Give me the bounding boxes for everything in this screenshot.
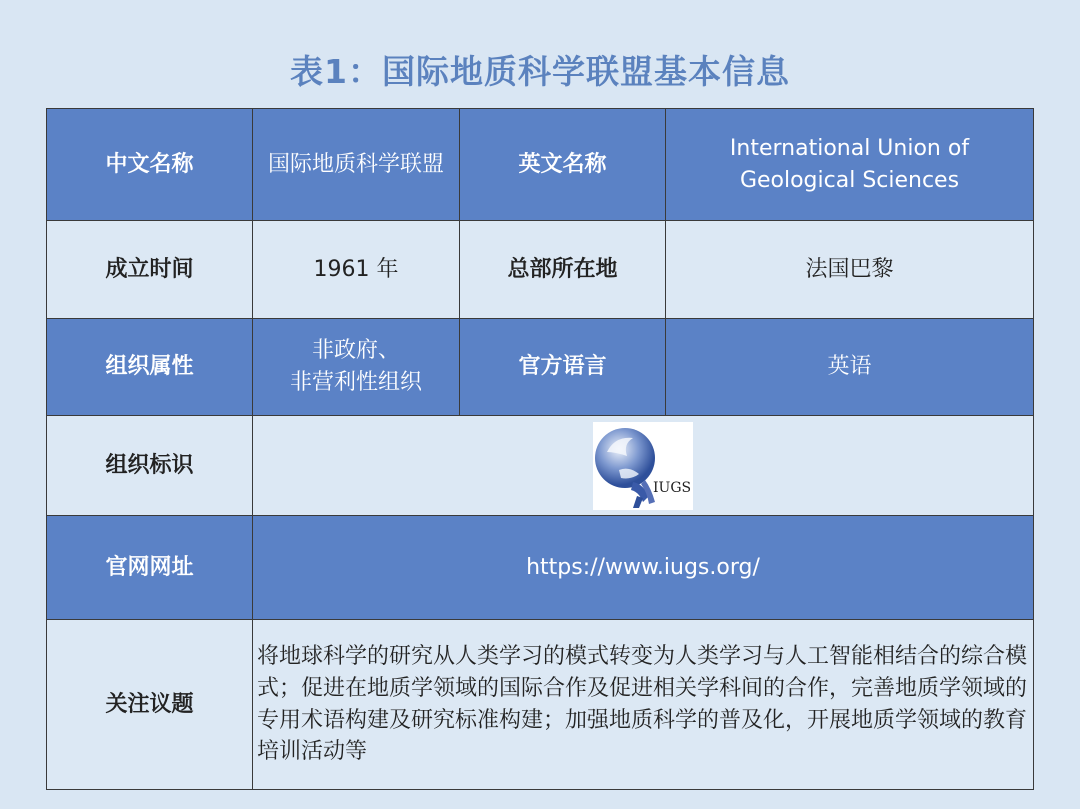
value-founded: 1961 年 [253,221,460,319]
label-headquarters: 总部所在地 [460,221,666,319]
value-organization-type-line2: 非营利性组织 [289,370,422,395]
row-focus-topics [47,620,1034,790]
page-title: 表1：国际地质科学联盟基本信息 [290,52,790,91]
logo-text: IUGS [653,479,692,496]
row-website [47,516,1034,620]
label-logo: 组织标识 [47,416,253,516]
row-logo [47,416,1034,516]
row-chinese-name [47,109,1034,221]
label-organization-type: 组织属性 [47,319,253,416]
value-focus-topics: 将地球科学的研究从人类学习的模式转变为人类学习与人工智能相结合的综合模式；促进在地质学领域的国际合作及促进相关学科间的合作，完善地质学领域的专用术语构建及研究标准构建；加强地质科学的普及化，开展地质学领域的教育培训活动等 [253,620,1034,790]
row-founded [47,221,1034,319]
row-organization-type [47,319,1034,416]
value-organization-type [253,319,460,416]
label-focus-topics: 关注议题 [47,620,253,790]
iugs-logo-icon [593,422,693,510]
value-organization-type-line1: 非政府、 [311,338,400,364]
value-official-language: 英语 [666,319,1034,416]
label-chinese-name: 中文名称 [47,109,253,221]
value-logo [253,416,1034,516]
value-chinese-name: 国际地质科学联盟 [253,109,460,221]
label-official-language: 官方语言 [460,319,666,416]
value-english-name: International Union of Geological Sciences [666,109,1034,221]
label-founded: 成立时间 [47,221,253,319]
info-table [46,108,1034,790]
label-website: 官网网址 [47,516,253,620]
label-english-name: 英文名称 [460,109,666,221]
value-website-link[interactable]: https://www.iugs.org/ [253,516,1034,620]
value-headquarters: 法国巴黎 [666,221,1034,319]
